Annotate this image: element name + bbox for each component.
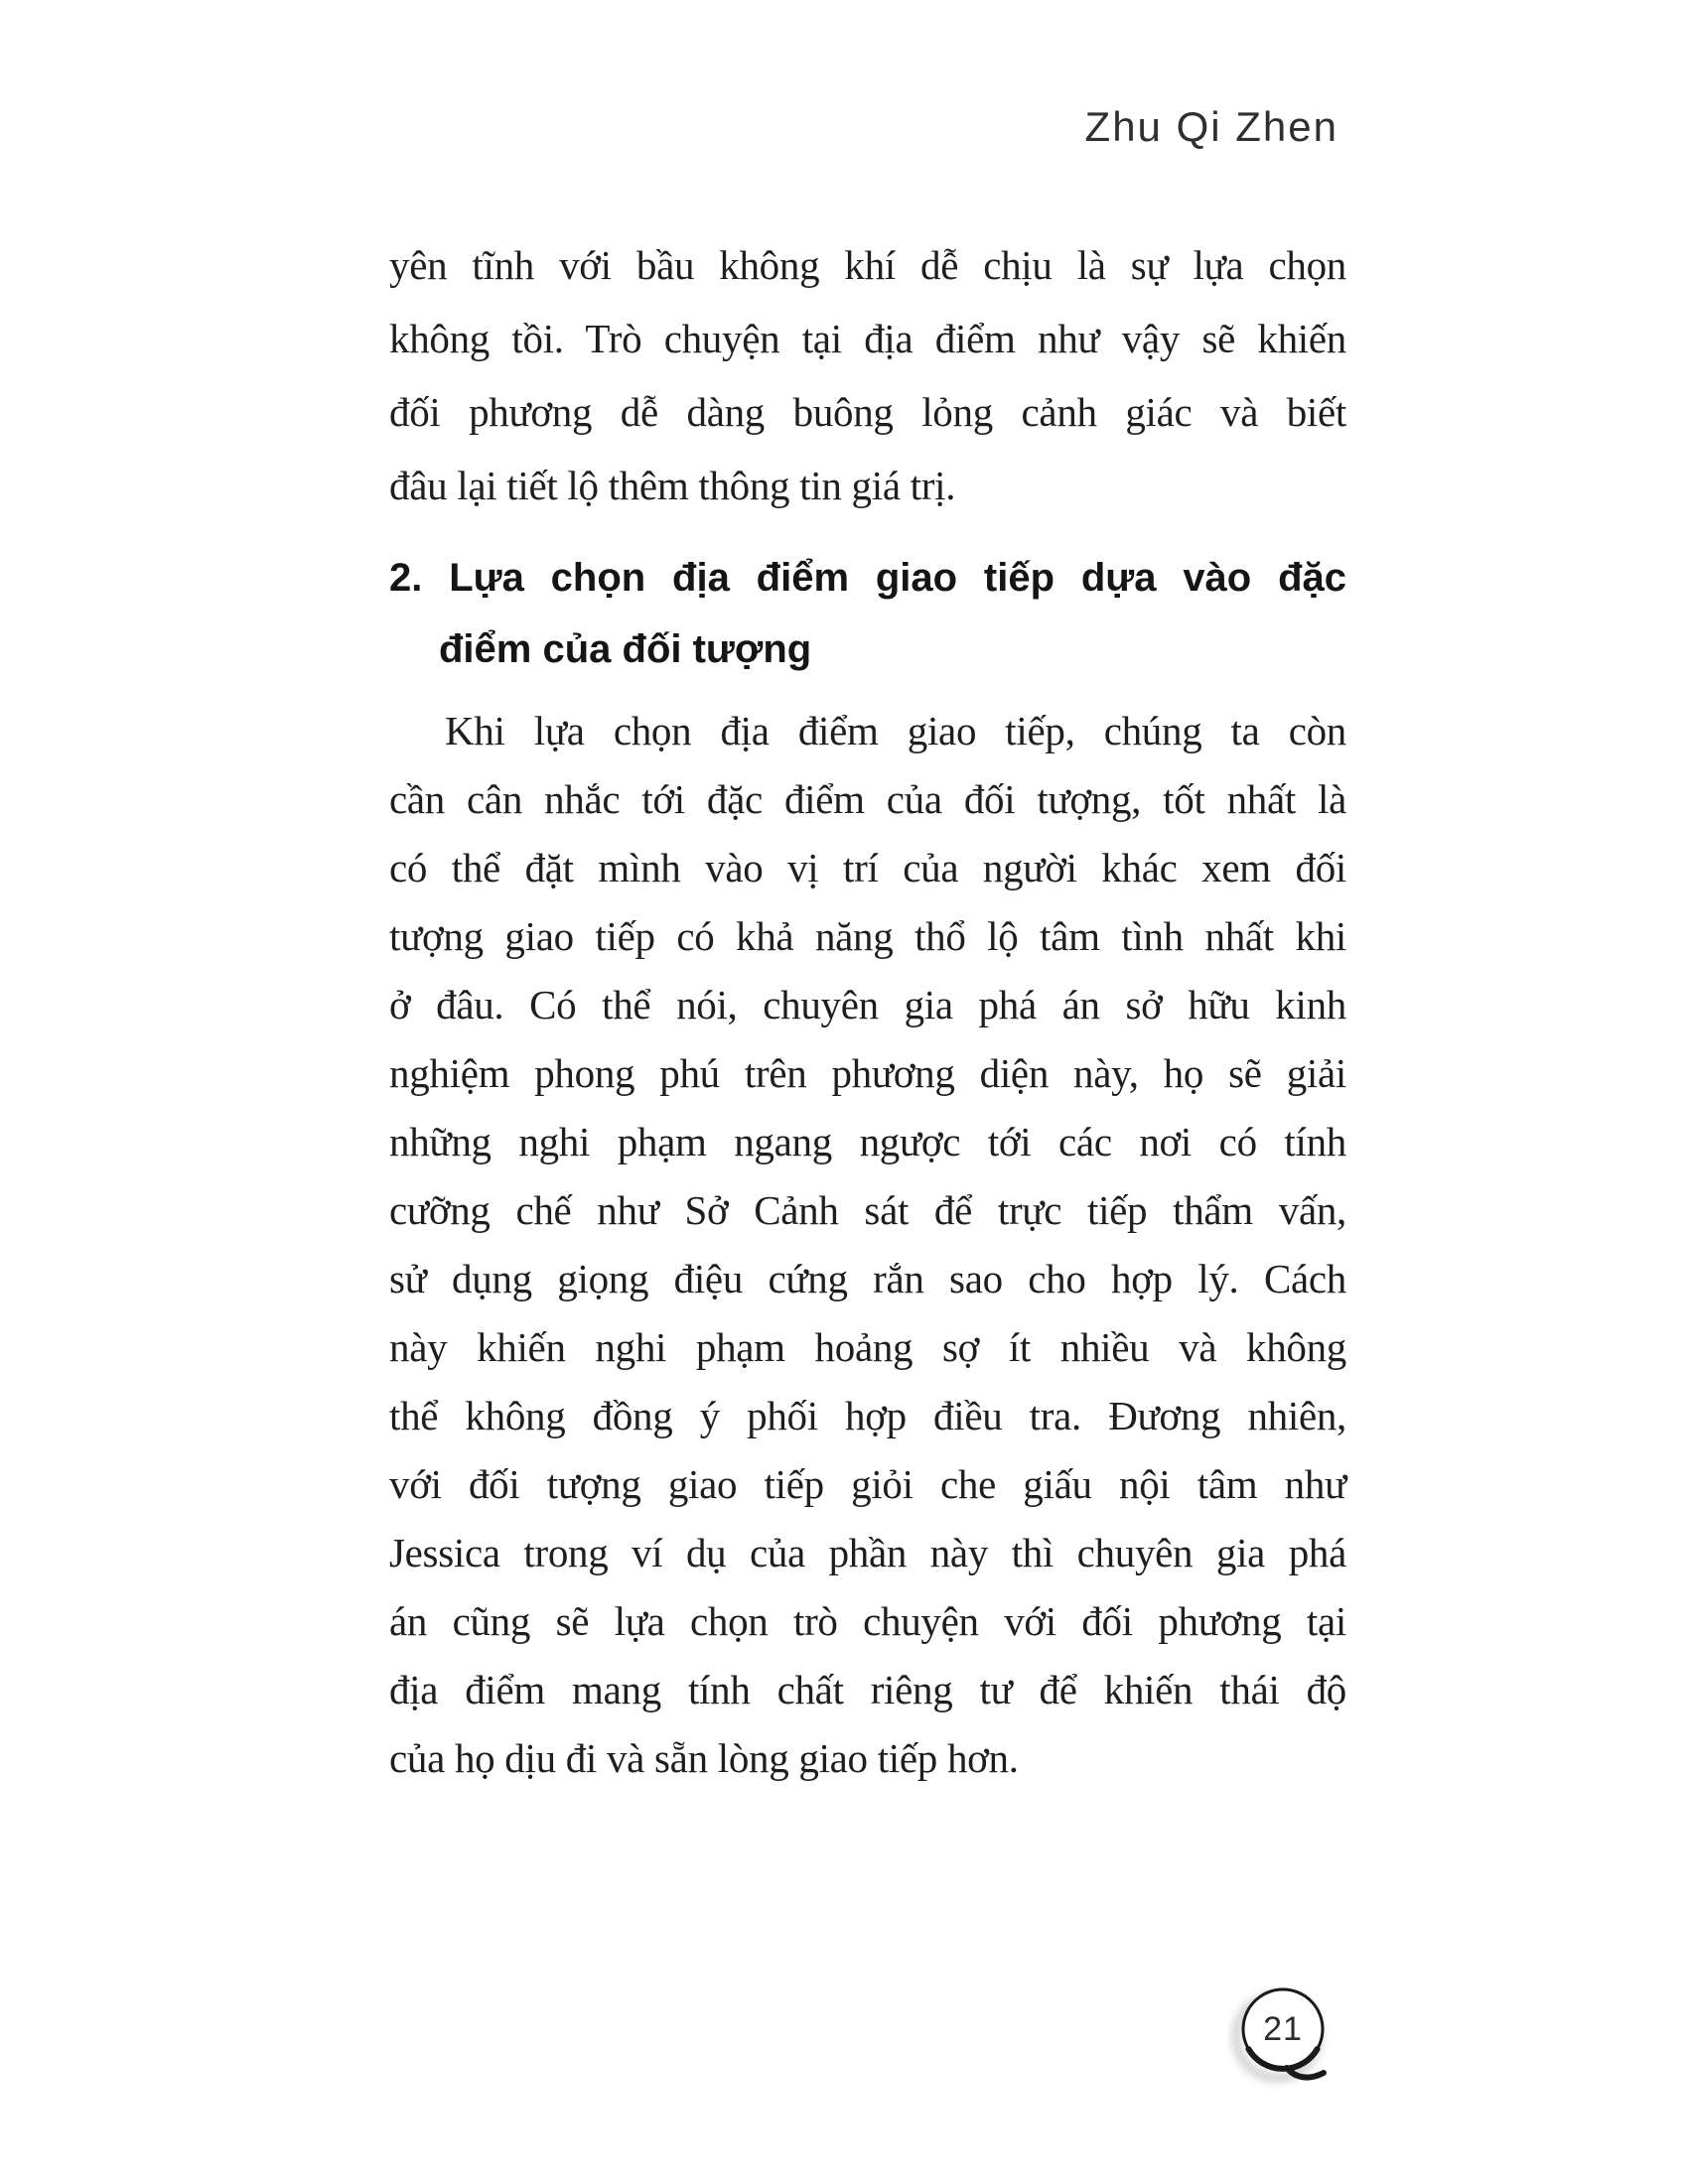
text-line: Khi lựa chọn địa điểm giao tiếp, chúng ta còn	[445, 708, 1346, 753]
text-line: sử dụng giọng điệu cứng rắn sao cho hợp lý. Cách	[389, 1256, 1346, 1301]
section-heading-line: điểm của đối tượng	[439, 627, 812, 671]
text-line: không tồi. Trò chuyện tại địa điểm như vậy sẽ khiến	[389, 316, 1346, 361]
text-line: đối phương dễ dàng buông lỏng cảnh giác và biết	[389, 389, 1346, 435]
text-line: Jessica trong ví dụ của phần này thì chuyên gia phá	[389, 1530, 1346, 1575]
text-line: cưỡng chế như Sở Cảnh sát để trực tiếp thẩm vấn,	[389, 1187, 1346, 1233]
text-line: những nghi phạm ngang ngược tới các nơi có tính	[389, 1119, 1346, 1164]
page-number: 21	[1263, 2010, 1303, 2048]
text-line: của họ dịu đi và sẵn lòng giao tiếp hơn.	[389, 1735, 1019, 1781]
text-line: thể không đồng ý phối hợp điều tra. Đương nhiên,	[389, 1393, 1346, 1438]
section-heading-line: 2. Lựa chọn địa điểm giao tiếp dựa vào đặc	[389, 556, 1346, 600]
text-line: này khiến nghi phạm hoảng sợ ít nhiều và không	[389, 1324, 1346, 1370]
running-header: Zhu Qi Zhen	[1084, 103, 1338, 150]
text-line: án cũng sẽ lựa chọn trò chuyện với đối phương tại	[389, 1598, 1346, 1644]
text-line: tượng giao tiếp có khả năng thổ lộ tâm tình nhất khi	[389, 913, 1346, 959]
paragraph-continuation	[389, 228, 1346, 522]
text-line: có thể đặt mình vào vị trí của người khác xem đối	[389, 845, 1346, 890]
text-line: cần cân nhắc tới đặc điểm của đối tượng, tốt nhất là	[389, 776, 1346, 822]
text-line: địa điểm mang tính chất riêng tư để khiến thái độ	[389, 1667, 1346, 1712]
text-line: nghiệm phong phú trên phương diện này, họ sẽ giải	[389, 1050, 1346, 1096]
text-line: đâu lại tiết lộ thêm thông tin giá trị.	[389, 463, 956, 508]
text-line: ở đâu. Có thể nói, chuyên gia phá án sở hữu kinh	[389, 982, 1346, 1027]
page-number-bubble	[1227, 1981, 1338, 2099]
section-heading	[389, 542, 1346, 685]
paragraph-body	[389, 697, 1346, 1793]
text-line: yên tĩnh với bầu không khí dễ chịu là sự lựa chọn	[389, 242, 1346, 288]
text-line: với đối tượng giao tiếp giỏi che giấu nội tâm như	[389, 1461, 1346, 1507]
